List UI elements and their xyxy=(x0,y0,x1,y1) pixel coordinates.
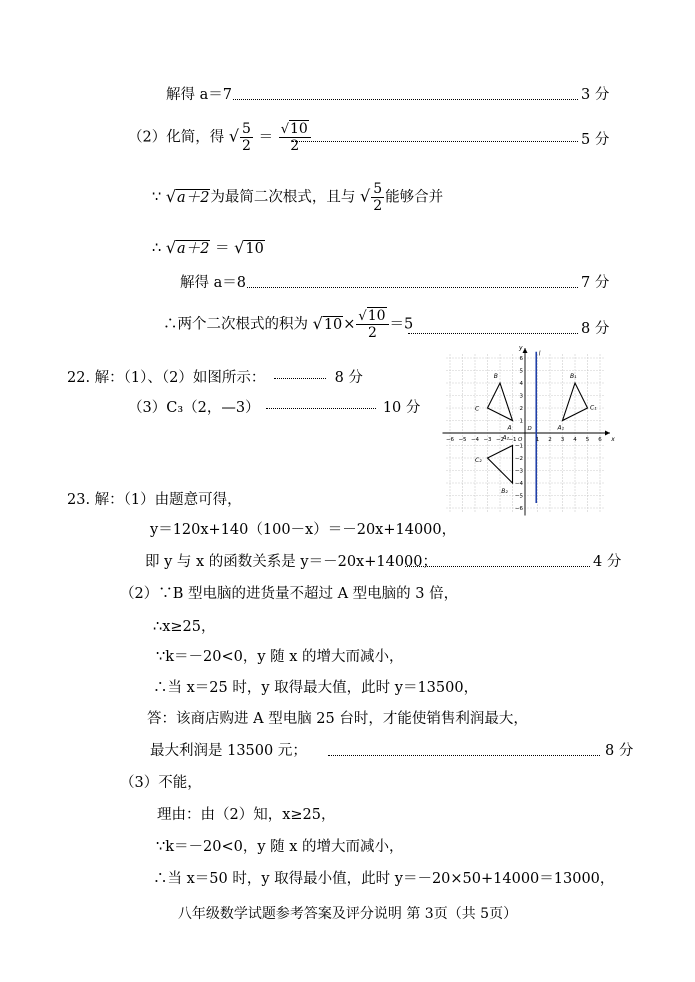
label-b2: B₂ xyxy=(501,488,508,495)
q23-l2: y＝120x+140（100－x）＝－20x+14000， xyxy=(150,522,457,538)
x-tick-label: 1 xyxy=(535,437,540,443)
x-tick-label: 6 xyxy=(598,437,602,443)
q22-line1 xyxy=(67,371,363,386)
dot-leader xyxy=(233,99,578,100)
frac-num: 5 xyxy=(373,181,383,197)
score-7: 7 分 xyxy=(581,275,610,291)
sqrt-a-plus-2: √a＋2 xyxy=(165,238,210,257)
equals-sign: ＝ xyxy=(258,129,274,146)
page-footer: 八年级数学试题参考答案及评分说明 第 3页（共 5页） xyxy=(177,906,518,922)
score-5: 5 分 xyxy=(581,132,610,148)
x-tick-label: 5 xyxy=(585,437,590,443)
dot-leader xyxy=(247,287,578,288)
sqrt10-over-2: $\frac{√10}{2}$ xyxy=(279,122,311,153)
line-solve-a-7: 解得 a＝7 xyxy=(166,87,232,103)
y-tick-label: 5 xyxy=(519,368,523,375)
q23-l6: ∵k＝－20<0，y 随 x 的增大而减小， xyxy=(156,649,404,665)
frac-num: 5 xyxy=(242,121,251,137)
radicand: a＋2 xyxy=(177,190,210,207)
q23-l12: ∵k＝－20<0，y 随 x 的增大而减小， xyxy=(156,839,404,855)
y-tick-label: −2 xyxy=(514,456,523,462)
q22-score-10: 10 分 xyxy=(382,400,421,416)
line-l-label: l xyxy=(538,350,541,358)
dot-leader xyxy=(266,408,376,409)
dot-leader xyxy=(328,755,600,756)
q23-l3: 即 y 与 x 的函数关系是 y＝－20x+14000； xyxy=(145,554,438,570)
q23-l13: ∴当 x＝50 时，y 取得最小值，此时 y＝－20×50+14000＝13000， xyxy=(153,871,615,887)
label-c: C xyxy=(475,405,480,413)
dot-leader xyxy=(292,141,578,142)
x-tick-label: −5 xyxy=(458,437,467,443)
y-tick-label: −4 xyxy=(514,481,523,487)
x-tick-label: 4 xyxy=(573,437,577,443)
line-because-simplest xyxy=(152,182,443,213)
axes xyxy=(443,348,611,516)
x-tick-label: −1 xyxy=(508,437,517,443)
line-simplify xyxy=(128,122,312,153)
label-a: A xyxy=(507,424,512,432)
label-b: B xyxy=(493,373,498,380)
label-c1: C₁ xyxy=(590,404,597,412)
x-tick-label: 3 xyxy=(560,437,565,443)
x-tick-label: −2 xyxy=(495,437,505,443)
q23-l1: 23. 解：（1）由题意可得， xyxy=(67,492,242,508)
frac-den: 2 xyxy=(368,325,377,341)
radicand: 10 xyxy=(367,308,386,324)
simplify-prefix: （2）化简，得 xyxy=(128,129,225,146)
label-a2: A₂ xyxy=(502,434,510,442)
y-tick-label: 4 xyxy=(519,381,523,387)
q23-l3-score: 4 分 xyxy=(593,554,622,570)
sqrt-5-over-2: √ $\frac{5}{2}$ xyxy=(228,121,251,154)
frac-den: 2 xyxy=(373,198,383,214)
q22-score-8: 8 分 xyxy=(334,370,363,386)
times-sign: × xyxy=(343,316,356,333)
line-product xyxy=(163,309,413,340)
q23-l10: （3）不能， xyxy=(120,775,202,791)
radicand: a＋2 xyxy=(177,241,210,257)
point-d-label: D xyxy=(527,426,532,432)
equals-sign: ＝ xyxy=(215,240,230,257)
tick-labels xyxy=(446,344,615,512)
label-b1: B₁ xyxy=(570,373,577,380)
x-tick-label: −6 xyxy=(445,437,455,443)
q22-answer: （3）C₃（2，—3） xyxy=(128,400,260,416)
sqrt10-over-2: $\frac{√10}{2}$ xyxy=(356,309,388,340)
y-tick-label: −6 xyxy=(514,506,523,512)
y-tick-label: 1 xyxy=(519,418,523,425)
line-solve-a-8: 解得 a＝8 xyxy=(180,275,246,291)
x-tick-label: −3 xyxy=(483,437,492,443)
label-c2: C₂ xyxy=(475,456,482,464)
sqrt-10: √10 xyxy=(312,314,343,334)
product-prefix: ∴两个二次根式的积为 xyxy=(163,316,308,333)
y-tick-label: 3 xyxy=(519,393,523,400)
text-mid: 为最简二次根式，且与 xyxy=(210,189,356,206)
sqrt-5-over-2: √ $\frac{5}{2}$ xyxy=(360,181,383,214)
frac-den: 2 xyxy=(290,138,300,154)
q23-l8: 答：该商店购进 A 型电脑 25 台时，才能使销售利润最大， xyxy=(147,711,528,727)
y-tick-label: −3 xyxy=(514,468,523,475)
q23-l5: ∴x≥25， xyxy=(153,619,216,635)
because-symbol: ∵ xyxy=(152,189,162,206)
q22-line2 xyxy=(128,401,420,416)
y-arrow xyxy=(523,348,528,353)
sqrt-a-plus-2: √a＋2 xyxy=(165,187,210,207)
radicand: 10 xyxy=(245,241,264,257)
y-tick-label: −1 xyxy=(514,443,523,450)
coordinate-figure xyxy=(430,343,620,528)
dot-leader xyxy=(405,566,590,567)
y-axis-label: y xyxy=(519,344,523,352)
q23-l7: ∴当 x＝25 时，y 取得最大值，此时 y＝13500， xyxy=(153,680,479,696)
q23-l9: 最大利润是 13500 元； xyxy=(150,743,307,759)
radicand: 10 xyxy=(323,317,343,334)
score-8: 8 分 xyxy=(581,321,610,337)
x-axis-label: x xyxy=(611,436,615,443)
product-result: ＝5 xyxy=(389,316,414,333)
y-tick-label: 2 xyxy=(519,406,523,412)
dot-leader xyxy=(274,378,326,379)
q23-l9-score: 8 分 xyxy=(605,743,634,759)
x-arrow xyxy=(605,431,610,436)
origin-label: O xyxy=(518,437,523,443)
radicand: 10 xyxy=(289,121,308,137)
x-tick-label: −4 xyxy=(470,437,480,443)
text-end: 能够合并 xyxy=(385,189,444,206)
score-3: 3 分 xyxy=(581,87,610,103)
therefore-symbol: ∴ xyxy=(152,240,162,257)
sqrt-10: √10 xyxy=(234,238,264,257)
q23-l4: （2）∵B 型电脑的进货量不超过 A 型电脑的 3 倍， xyxy=(120,586,459,602)
label-a1: A₁ xyxy=(557,424,565,432)
frac-den: 2 xyxy=(242,138,251,154)
x-tick-label: 2 xyxy=(548,437,552,443)
line-therefore-equal xyxy=(152,240,265,257)
y-tick-label: −5 xyxy=(514,493,523,500)
dot-leader xyxy=(408,333,578,334)
q22-text: 22. 解：（1）、（2）如图所示： xyxy=(67,370,266,386)
q23-l11: 理由：由（2）知，x≥25， xyxy=(157,807,336,823)
y-tick-label: 6 xyxy=(519,356,523,362)
